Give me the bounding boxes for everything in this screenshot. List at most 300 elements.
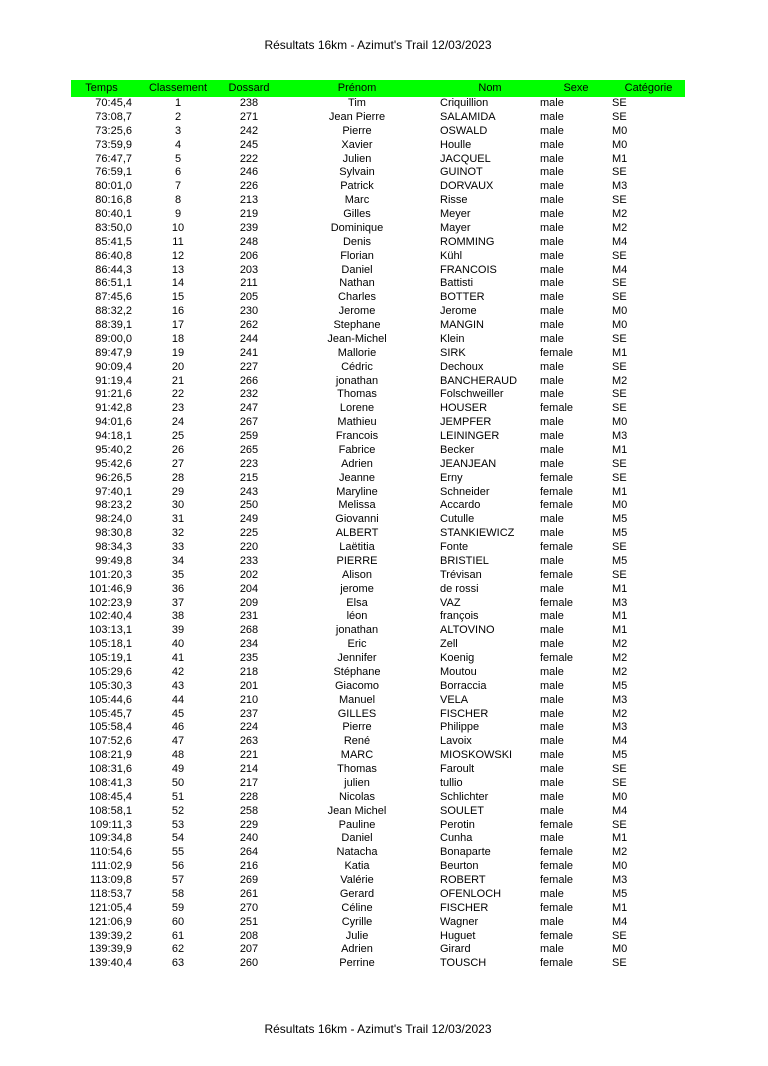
cell-dossard: 203 <box>239 263 259 276</box>
cell-classement: 14 <box>171 277 185 290</box>
cell-sexe: male <box>540 735 564 748</box>
column-header-sexe: Sexe <box>540 80 612 97</box>
cell-nom: VAZ <box>440 596 461 609</box>
cell-classement: 27 <box>171 457 185 470</box>
cell-nom: Erny <box>440 471 463 484</box>
cell-dossard: 250 <box>239 499 259 512</box>
cell-dossard: 230 <box>239 305 259 318</box>
cell-classement: 40 <box>171 638 185 651</box>
table-row <box>71 819 685 833</box>
cell-temps: 121:05,4 <box>89 901 132 914</box>
cell-categorie: M4 <box>612 235 628 248</box>
cell-prenom: Gilles <box>343 208 371 220</box>
cell-temps: 89:47,9 <box>95 346 132 359</box>
cell-classement: 38 <box>171 610 185 623</box>
cell-categorie: SE <box>612 97 627 109</box>
cell-prenom: Thomas <box>337 388 377 401</box>
cell-classement: 42 <box>171 665 185 678</box>
cell-categorie: SE <box>612 291 627 304</box>
cell-nom: Lavoix <box>440 735 472 748</box>
cell-temps: 105:45,7 <box>89 707 132 720</box>
cell-categorie: M0 <box>612 499 628 512</box>
cell-sexe: male <box>540 679 564 692</box>
table-row <box>71 777 685 791</box>
cell-dossard: 225 <box>239 527 259 540</box>
cell-classement: 43 <box>171 679 185 692</box>
cell-categorie: M5 <box>612 527 628 540</box>
cell-sexe: male <box>540 277 564 290</box>
table-row <box>71 610 685 624</box>
cell-categorie: M1 <box>612 443 628 456</box>
cell-categorie: SE <box>612 194 627 207</box>
cell-sexe: male <box>540 235 564 248</box>
table-row <box>71 902 685 916</box>
cell-dossard: 246 <box>239 166 259 179</box>
table-row <box>71 208 685 222</box>
cell-sexe: male <box>540 388 564 401</box>
cell-prenom: Melissa <box>338 499 376 512</box>
cell-dossard: 207 <box>239 943 259 956</box>
table-row <box>71 333 685 347</box>
cell-dossard: 223 <box>239 457 259 470</box>
cell-sexe: male <box>540 582 564 595</box>
cell-classement: 51 <box>171 790 185 803</box>
cell-dossard: 243 <box>239 485 259 498</box>
cell-dossard: 202 <box>239 568 259 581</box>
table-row <box>71 583 685 597</box>
cell-dossard: 263 <box>239 735 259 748</box>
cell-prenom: Jeanne <box>338 471 376 484</box>
cell-classement: 15 <box>171 291 185 304</box>
cell-prenom: Manuel <box>338 693 376 706</box>
cell-classement: 62 <box>171 943 185 956</box>
cell-sexe: male <box>540 693 564 706</box>
cell-dossard: 216 <box>239 860 259 873</box>
cell-sexe: male <box>540 915 564 928</box>
cell-prenom: Julien <box>342 152 372 165</box>
cell-categorie: M1 <box>612 346 628 359</box>
cell-nom: DORVAUX <box>440 180 494 193</box>
cell-nom: Faroult <box>440 763 475 775</box>
cell-dossard: 258 <box>239 804 259 817</box>
cell-sexe: male <box>540 457 564 470</box>
table-row <box>71 499 685 513</box>
cell-sexe: female <box>540 874 574 886</box>
cell-classement: 19 <box>171 346 185 359</box>
cell-prenom: Sylvain <box>339 166 375 179</box>
cell-prenom: PIERRE <box>336 554 378 567</box>
cell-classement: 57 <box>171 874 185 886</box>
table-row <box>71 694 685 708</box>
cell-prenom: Elsa <box>346 596 368 609</box>
cell-sexe: male <box>540 208 564 220</box>
table-row <box>71 943 685 957</box>
cell-temps: 103:13,1 <box>89 624 132 637</box>
cell-prenom: Valérie <box>340 874 374 886</box>
column-header-dossard: Dossard <box>224 80 274 97</box>
cell-prenom: Dominique <box>330 221 384 234</box>
cell-classement: 3 <box>174 124 182 137</box>
table-row <box>71 222 685 236</box>
cell-categorie: SE <box>612 457 627 470</box>
cell-nom: Becker <box>440 443 475 456</box>
cell-categorie: M1 <box>612 901 628 914</box>
cell-temps: 97:40,1 <box>95 485 132 498</box>
table-row <box>71 486 685 500</box>
cell-categorie: M4 <box>612 915 628 928</box>
cell-classement: 29 <box>171 485 185 498</box>
cell-sexe: female <box>540 402 574 415</box>
cell-temps: 91:19,4 <box>95 374 132 387</box>
cell-sexe: female <box>540 929 574 942</box>
cell-nom: Jerome <box>440 305 477 318</box>
cell-sexe: male <box>540 527 564 540</box>
cell-nom: OSWALD <box>440 124 488 137</box>
cell-sexe: male <box>540 249 564 262</box>
cell-nom: Koenig <box>440 652 475 664</box>
table-row <box>71 444 685 458</box>
cell-temps: 102:23,9 <box>89 596 132 609</box>
table-row <box>71 416 685 430</box>
cell-dossard: 267 <box>239 416 259 429</box>
cell-temps: 98:34,3 <box>95 541 132 553</box>
cell-dossard: 214 <box>239 763 259 775</box>
cell-sexe: male <box>540 610 564 623</box>
cell-nom: Moutou <box>440 665 477 678</box>
cell-sexe: female <box>540 499 574 512</box>
cell-classement: 53 <box>171 818 185 831</box>
cell-prenom: Giacomo <box>334 679 380 692</box>
cell-classement: 31 <box>171 513 185 526</box>
cell-nom: Zell <box>440 638 458 651</box>
cell-classement: 55 <box>171 846 185 859</box>
cell-prenom: Francois <box>335 430 379 442</box>
cell-categorie: SE <box>612 957 627 970</box>
cell-temps: 70:45,4 <box>95 97 132 109</box>
table-row <box>71 319 685 333</box>
results-table-body <box>71 97 685 971</box>
cell-sexe: male <box>540 638 564 651</box>
cell-prenom: GILLES <box>337 707 377 720</box>
cell-prenom: MARC <box>340 749 374 762</box>
cell-categorie: SE <box>612 332 627 345</box>
cell-temps: 108:58,1 <box>89 804 132 817</box>
cell-classement: 13 <box>171 263 185 276</box>
table-row <box>71 166 685 180</box>
cell-prenom: René <box>343 735 371 748</box>
table-row <box>71 430 685 444</box>
cell-classement: 33 <box>171 541 185 553</box>
cell-dossard: 262 <box>239 319 259 331</box>
table-row <box>71 180 685 194</box>
cell-classement: 24 <box>171 416 185 429</box>
cell-prenom: Charles <box>338 291 376 304</box>
cell-categorie: M2 <box>612 208 628 220</box>
cell-categorie: M1 <box>612 610 628 623</box>
cell-categorie: M2 <box>612 374 628 387</box>
cell-temps: 105:30,3 <box>89 679 132 692</box>
table-row <box>71 402 685 416</box>
table-row <box>71 555 685 569</box>
cell-nom: MANGIN <box>440 319 484 331</box>
cell-prenom: Gerard <box>339 887 375 900</box>
cell-dossard: 241 <box>239 346 259 359</box>
cell-temps: 90:09,4 <box>95 360 132 373</box>
column-header-classement: Classement <box>132 80 224 97</box>
cell-dossard: 244 <box>239 332 259 345</box>
cell-classement: 60 <box>171 915 185 928</box>
cell-nom: Accardo <box>440 499 481 512</box>
cell-dossard: 247 <box>239 402 259 415</box>
cell-dossard: 231 <box>239 610 259 623</box>
cell-prenom: Cyrille <box>341 915 373 928</box>
cell-temps: 91:21,6 <box>95 388 132 401</box>
cell-categorie: SE <box>612 277 627 290</box>
cell-temps: 76:47,7 <box>95 152 132 165</box>
cell-dossard: 232 <box>239 388 259 401</box>
cell-nom: ROBERT <box>440 874 486 886</box>
table-row <box>71 375 685 389</box>
cell-temps: 108:31,6 <box>89 763 132 775</box>
cell-categorie: M0 <box>612 790 628 803</box>
cell-prenom: Natacha <box>336 846 378 859</box>
cell-classement: 26 <box>171 443 185 456</box>
cell-categorie: M0 <box>612 305 628 318</box>
cell-classement: 4 <box>174 138 182 151</box>
cell-temps: 73:08,7 <box>95 110 132 123</box>
cell-classement: 48 <box>171 749 185 762</box>
table-row <box>71 708 685 722</box>
cell-nom: Bonaparte <box>440 846 491 859</box>
cell-categorie: SE <box>612 110 627 123</box>
cell-dossard: 204 <box>239 582 259 595</box>
cell-dossard: 265 <box>239 443 259 456</box>
cell-prenom: Jerome <box>338 305 376 318</box>
cell-classement: 45 <box>171 707 185 720</box>
cell-prenom: Jennifer <box>337 652 377 664</box>
cell-nom: tullio <box>440 776 463 789</box>
cell-dossard: 235 <box>239 652 259 664</box>
cell-temps: 94:18,1 <box>95 430 132 442</box>
cell-temps: 109:34,8 <box>89 832 132 845</box>
cell-classement: 58 <box>171 887 185 900</box>
cell-sexe: male <box>540 180 564 193</box>
cell-categorie: M0 <box>612 416 628 429</box>
cell-sexe: male <box>540 374 564 387</box>
cell-sexe: male <box>540 360 564 373</box>
cell-sexe: male <box>540 166 564 179</box>
table-row <box>71 513 685 527</box>
table-row <box>71 125 685 139</box>
cell-temps: 98:30,8 <box>95 527 132 540</box>
cell-dossard: 259 <box>239 430 259 442</box>
cell-dossard: 217 <box>239 776 259 789</box>
cell-sexe: male <box>540 124 564 137</box>
cell-dossard: 222 <box>239 152 259 165</box>
table-row <box>71 916 685 930</box>
cell-sexe: male <box>540 790 564 803</box>
cell-temps: 108:45,4 <box>89 790 132 803</box>
cell-prenom: Xavier <box>341 138 373 151</box>
table-row <box>71 763 685 777</box>
table-row <box>71 111 685 125</box>
cell-nom: MIOSKOWSKI <box>440 749 513 762</box>
cell-temps: 96:26,5 <box>95 471 132 484</box>
cell-temps: 86:40,8 <box>95 249 132 262</box>
cell-prenom: Julie <box>345 929 369 942</box>
table-row <box>71 361 685 375</box>
cell-sexe: male <box>540 513 564 526</box>
cell-temps: 88:39,1 <box>95 319 132 331</box>
cell-categorie: M1 <box>612 832 628 845</box>
cell-sexe: female <box>540 596 574 609</box>
cell-dossard: 228 <box>239 790 259 803</box>
cell-temps: 108:41,3 <box>89 776 132 789</box>
cell-prenom: Nathan <box>339 277 375 290</box>
cell-sexe: female <box>540 652 574 664</box>
cell-categorie: M5 <box>612 554 628 567</box>
cell-temps: 73:59,9 <box>95 138 132 151</box>
cell-sexe: male <box>540 832 564 845</box>
cell-sexe: male <box>540 152 564 165</box>
cell-sexe: male <box>540 749 564 762</box>
cell-dossard: 210 <box>239 693 259 706</box>
cell-prenom: Mallorie <box>337 346 377 359</box>
cell-sexe: female <box>540 901 574 914</box>
table-row <box>71 721 685 735</box>
cell-dossard: 264 <box>239 846 259 859</box>
cell-prenom: ALBERT <box>335 527 379 540</box>
cell-sexe: male <box>540 665 564 678</box>
cell-classement: 11 <box>172 235 184 248</box>
cell-temps: 80:01,0 <box>95 180 132 193</box>
cell-temps: 80:40,1 <box>95 208 132 220</box>
cell-sexe: male <box>540 804 564 817</box>
cell-prenom: jonathan <box>335 624 379 637</box>
cell-classement: 52 <box>171 804 185 817</box>
cell-categorie: M2 <box>612 846 628 859</box>
cell-dossard: 226 <box>239 180 259 193</box>
cell-classement: 54 <box>171 832 185 845</box>
cell-dossard: 249 <box>239 513 259 526</box>
cell-temps: 89:00,0 <box>95 332 132 345</box>
cell-sexe: female <box>540 846 574 859</box>
cell-sexe: male <box>540 291 564 304</box>
cell-classement: 20 <box>171 360 185 373</box>
cell-sexe: female <box>540 471 574 484</box>
cell-prenom: Florian <box>340 249 374 262</box>
table-row <box>71 541 685 555</box>
table-row <box>71 888 685 902</box>
cell-nom: Trévisan <box>440 568 482 581</box>
table-row <box>71 638 685 652</box>
cell-temps: 108:21,9 <box>89 749 132 762</box>
cell-prenom: Céline <box>341 901 373 914</box>
page-footer: Résultats 16km - Azimut's Trail 12/03/2023 <box>264 1022 492 1036</box>
cell-classement: 30 <box>171 499 185 512</box>
cell-nom: SALAMIDA <box>440 110 496 123</box>
cell-prenom: Pierre <box>342 721 372 734</box>
cell-classement: 28 <box>171 471 185 484</box>
table-row <box>71 153 685 167</box>
header-row <box>71 80 685 97</box>
cell-classement: 49 <box>171 763 185 775</box>
cell-nom: de rossi <box>440 582 479 595</box>
cell-dossard: 248 <box>239 235 259 248</box>
cell-sexe: male <box>540 221 564 234</box>
cell-prenom: Alison <box>342 568 372 581</box>
cell-nom: Beurton <box>440 860 479 873</box>
table-row <box>71 680 685 694</box>
cell-sexe: male <box>540 624 564 637</box>
cell-prenom: Katia <box>344 860 370 873</box>
cell-nom: Wagner <box>440 915 479 928</box>
cell-categorie: M0 <box>612 319 628 331</box>
cell-sexe: male <box>540 97 564 109</box>
cell-classement: 41 <box>171 652 185 664</box>
cell-dossard: 245 <box>239 138 259 151</box>
cell-categorie: M3 <box>612 430 628 442</box>
cell-nom: ROMMING <box>440 235 495 248</box>
cell-nom: OFENLOCH <box>440 887 502 900</box>
cell-dossard: 237 <box>239 707 259 720</box>
cell-nom: JEANJEAN <box>440 457 497 470</box>
cell-categorie: SE <box>612 541 627 553</box>
cell-temps: 105:44,6 <box>89 693 132 706</box>
cell-temps: 101:46,9 <box>89 582 132 595</box>
cell-prenom: Patrick <box>340 180 374 193</box>
cell-categorie: M3 <box>612 693 628 706</box>
cell-temps: 139:40,4 <box>89 957 132 970</box>
cell-temps: 98:24,0 <box>95 513 132 526</box>
cell-classement: 46 <box>171 721 185 734</box>
cell-sexe: male <box>540 763 564 775</box>
cell-categorie: M0 <box>612 138 628 151</box>
cell-temps: 107:52,6 <box>89 735 132 748</box>
cell-sexe: male <box>540 305 564 318</box>
cell-dossard: 270 <box>239 901 259 914</box>
cell-categorie: M2 <box>612 665 628 678</box>
cell-sexe: female <box>540 860 574 873</box>
cell-dossard: 229 <box>239 818 259 831</box>
cell-categorie: M1 <box>612 152 628 165</box>
cell-categorie: SE <box>612 249 627 262</box>
cell-classement: 61 <box>171 929 185 942</box>
cell-nom: GUINOT <box>440 166 483 179</box>
cell-nom: SIRK <box>440 346 466 359</box>
cell-categorie: M1 <box>612 582 628 595</box>
cell-categorie: M5 <box>612 679 628 692</box>
cell-dossard: 234 <box>239 638 259 651</box>
table-row <box>71 472 685 486</box>
cell-dossard: 233 <box>239 554 259 567</box>
cell-prenom: julien <box>344 776 370 789</box>
cell-categorie: M4 <box>612 804 628 817</box>
cell-sexe: male <box>540 707 564 720</box>
cell-temps: 105:18,1 <box>89 638 132 651</box>
cell-nom: Meyer <box>440 208 471 220</box>
cell-categorie: SE <box>612 776 627 789</box>
cell-prenom: Daniel <box>341 832 373 845</box>
cell-nom: Perotin <box>440 818 475 831</box>
cell-nom: JEMPFER <box>440 416 492 429</box>
cell-sexe: male <box>540 319 564 331</box>
cell-prenom: Adrien <box>341 943 373 956</box>
cell-prenom: léon <box>346 610 368 623</box>
cell-categorie: M2 <box>612 707 628 720</box>
cell-prenom: Stéphane <box>333 665 381 678</box>
column-header-categorie: Catégorie <box>612 80 685 97</box>
